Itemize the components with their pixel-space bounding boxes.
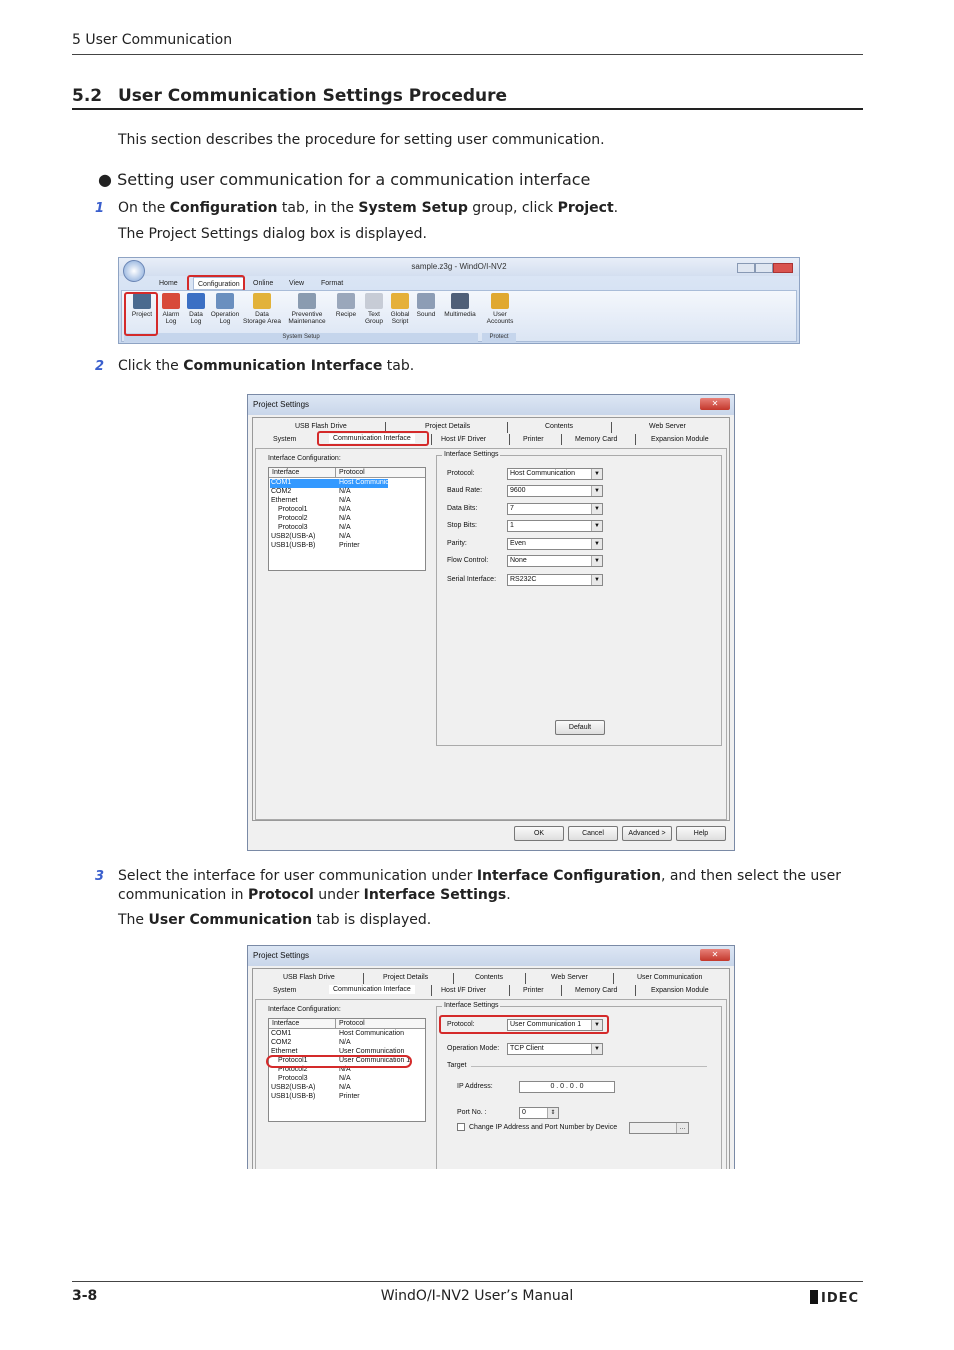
ribbon-tab-online[interactable]: Online [253, 280, 274, 287]
cancel-button[interactable]: Cancel [568, 826, 618, 841]
list-item-protocol: Host Communication [339, 1030, 404, 1037]
section-rule [72, 108, 863, 110]
dialog-1-body [252, 417, 730, 821]
col-interface-header[interactable]: Interface [272, 1020, 300, 1027]
list-item-protocol: N/A [339, 515, 351, 522]
manual-title: WindO/I-NV2 User’s Manual [380, 1288, 574, 1304]
tab-communication-interface[interactable]: Communication Interface [329, 985, 415, 994]
step-1-number: 1 [95, 201, 105, 216]
tab-separator [509, 985, 510, 996]
change-ip-checkbox[interactable] [457, 1123, 465, 1131]
section-title-text: User Communication Settings Procedure [118, 86, 508, 106]
target-divider [471, 1066, 707, 1067]
tab-separator [635, 434, 636, 445]
global-script-icon [391, 293, 409, 309]
list-item[interactable]: Protocol2 [278, 515, 308, 522]
tab-expansion-module[interactable]: Expansion Module [651, 987, 709, 994]
chevron-down-icon: ▼ [591, 486, 602, 496]
tab-host-if-driver[interactable]: Host I/F Driver [441, 436, 487, 443]
list-item[interactable]: COM1 [271, 1030, 292, 1037]
tab-separator [525, 973, 526, 984]
step-1-note: The Project Settings dialog box is displayed. [118, 226, 427, 242]
tab-expansion-module[interactable]: Expansion Module [651, 436, 709, 443]
tab-system[interactable]: System [273, 436, 297, 443]
list-item[interactable]: Protocol3 [278, 524, 308, 531]
highlight-protocol-field [439, 1015, 609, 1034]
port-no-label: Port No. : [457, 1109, 487, 1116]
target-label: Target [447, 1062, 467, 1069]
tab-system[interactable]: System [273, 987, 297, 994]
tab-separator [431, 985, 432, 996]
dialog-1-tab-page [255, 448, 727, 820]
maintenance-icon [298, 293, 316, 309]
list-item-protocol: N/A [339, 1066, 351, 1073]
tab-printer[interactable]: Printer [523, 987, 544, 994]
project-button[interactable]: Project [128, 293, 156, 318]
group-protect: Protect [482, 333, 516, 342]
list-item[interactable]: Ethernet [271, 1048, 298, 1055]
tab-separator [561, 985, 562, 996]
tab-separator [363, 973, 364, 984]
multimedia-button[interactable]: Multimedia [442, 293, 478, 318]
ribbon-screenshot [118, 257, 800, 344]
tab-memory-card[interactable]: Memory Card [575, 987, 618, 994]
step-3-note: The User Communication tab is displayed. [118, 912, 432, 928]
list-item[interactable]: Protocol1 [278, 506, 308, 513]
help-button[interactable]: Help [676, 826, 726, 841]
col-protocol-header[interactable]: Protocol [339, 469, 365, 476]
tab-project-details[interactable]: Project Details [425, 423, 471, 430]
tab-separator [613, 973, 614, 984]
tab-separator [635, 985, 636, 996]
chevron-down-icon: ▼ [591, 556, 602, 566]
browse-icon: … [676, 1123, 688, 1133]
chevron-down-icon: ▼ [591, 521, 602, 531]
alarm-log-button[interactable]: Alarm Log [158, 293, 184, 325]
text-group-icon [365, 293, 383, 309]
operation-mode-select[interactable]: TCP Client ▼ [507, 1043, 603, 1055]
chevron-down-icon: ▼ [591, 504, 602, 514]
data-bits-select[interactable]: 7 ▼ [507, 503, 603, 515]
data-log-button[interactable]: Data Log [184, 293, 208, 325]
list-item-protocol: Host Communication [339, 479, 404, 486]
baud-rate-select[interactable]: 9600 ▼ [507, 485, 603, 497]
list-item[interactable]: Ethernet [271, 497, 298, 504]
ribbon-tab-configuration[interactable]: Configuration [193, 277, 245, 290]
list-item-protocol: N/A [339, 506, 351, 513]
dialog-2-title: Project Settings [248, 946, 734, 966]
flow-control-select[interactable]: None ▼ [507, 555, 603, 567]
tab-usb-flash-drive[interactable]: USB Flash Drive [295, 423, 347, 430]
preventive-maintenance-button[interactable]: Preventive Maintenance [286, 293, 328, 325]
default-button[interactable]: Default [555, 720, 605, 735]
dialog-1-title: Project Settings [248, 395, 734, 415]
interface-settings-group [436, 451, 722, 746]
footer-rule [72, 1281, 863, 1282]
header-rule [72, 54, 863, 55]
app-menu-icon[interactable] [123, 260, 145, 282]
list-item-protocol: N/A [339, 533, 351, 540]
tab-user-communication[interactable]: User Communication [637, 974, 703, 981]
list-item-protocol: N/A [339, 497, 351, 504]
list-item[interactable]: Protocol3 [278, 1075, 308, 1082]
change-ip-label: Change IP Address and Port Number by Device [469, 1124, 618, 1131]
list-item-protocol: N/A [339, 1039, 351, 1046]
maximize-icon[interactable] [755, 263, 773, 273]
highlight-project-button [124, 292, 158, 336]
serial-interface-label: Serial Interface: [447, 576, 497, 583]
interface-list[interactable] [268, 467, 426, 571]
list-item[interactable]: USB2(USB-A) [271, 1084, 316, 1091]
dialog-1-close-button[interactable]: ✕ [700, 398, 730, 410]
tab-web-server[interactable]: Web Server [551, 974, 588, 981]
bullet-icon: ● [98, 170, 112, 189]
multimedia-icon [451, 293, 469, 309]
data-storage-icon [253, 293, 271, 309]
step-2-number: 2 [95, 359, 105, 374]
recipe-button[interactable]: Recipe [332, 293, 360, 318]
group-system-setup: System Setup [124, 333, 478, 342]
ip-address-input[interactable]: 0 . 0 . 0 . 0 [519, 1081, 615, 1093]
section-title [72, 86, 507, 106]
baud-rate-label: Baud Rate: [447, 487, 483, 494]
spin-arrows-icon: ⇕ [547, 1108, 558, 1118]
idec-logo: IDEC [810, 1290, 859, 1306]
parity-select[interactable]: Even ▼ [507, 538, 603, 550]
close-icon[interactable] [773, 263, 793, 273]
step-1-text: On the Configuration tab, in the System Setup group, click Project. [118, 200, 619, 216]
stop-bits-select[interactable]: 1 ▼ [507, 520, 603, 532]
flow-control-label: Flow Control: [447, 557, 489, 564]
data-log-icon [187, 293, 205, 309]
sound-button[interactable]: Sound [414, 293, 438, 318]
interface-settings-label: Interface Settings [444, 1002, 499, 1009]
chevron-down-icon: ▼ [591, 539, 602, 549]
bullet-heading-text: Setting user communication for a communication interface [117, 170, 591, 189]
list-item[interactable]: COM2 [271, 488, 292, 495]
operation-mode-label: Operation Mode: [447, 1045, 500, 1052]
tab-web-server[interactable]: Web Server [649, 423, 686, 430]
global-script-button[interactable]: Global Script [388, 293, 412, 325]
parity-label: Parity: [447, 540, 467, 547]
window-controls [737, 260, 797, 272]
dialog-2-tab-page [255, 999, 727, 1169]
project-settings-dialog-2 [247, 945, 735, 1169]
tab-separator [507, 422, 508, 433]
running-header: 5 User Communication [72, 32, 233, 48]
ip-address-label: IP Address: [457, 1083, 493, 1090]
tab-separator [453, 973, 454, 984]
tab-separator [431, 434, 432, 445]
list-item[interactable]: Protocol1 [278, 1057, 308, 1064]
step-3-text-line2: communication in Protocol under Interface Settings. [118, 887, 511, 903]
tab-contents[interactable]: Contents [545, 423, 574, 430]
list-item-protocol: User Communication [339, 1048, 405, 1055]
operation-log-icon [216, 293, 234, 309]
list-item[interactable]: COM2 [271, 1039, 292, 1046]
list-item[interactable]: Protocol2 [278, 1066, 308, 1073]
list-item-protocol: Printer [339, 1093, 360, 1100]
ribbon-tab-view[interactable]: View [289, 280, 305, 287]
col-interface-header[interactable]: Interface [272, 469, 300, 476]
text-group-button[interactable]: Text Group [362, 293, 386, 325]
protocol-select[interactable]: User Communication 1 ▼ [507, 1019, 603, 1031]
list-item-protocol: N/A [339, 1084, 351, 1091]
tab-separator [561, 434, 562, 445]
user-accounts-icon [491, 293, 509, 309]
tab-separator [611, 422, 612, 433]
chevron-down-icon: ▼ [591, 1044, 602, 1054]
user-accounts-button[interactable]: User Accounts [484, 293, 516, 325]
tab-communication-interface[interactable]: Communication Interface [329, 434, 415, 443]
protocol-select[interactable]: Host Communication ▼ [507, 468, 603, 480]
list-item[interactable]: USB2(USB-A) [271, 533, 316, 540]
protocol-label: Protocol: [447, 470, 475, 477]
interface-list[interactable] [268, 1018, 426, 1122]
list-item-protocol: N/A [339, 524, 351, 531]
data-storage-area-button[interactable]: Data Storage Area [242, 293, 282, 325]
tab-memory-card[interactable]: Memory Card [575, 436, 618, 443]
tab-host-if-driver[interactable]: Host I/F Driver [441, 987, 487, 994]
section-number: 5.2 [72, 86, 103, 106]
list-item-protocol: Printer [339, 542, 360, 549]
intro-paragraph: This section describes the procedure for setting user communication. [118, 132, 605, 148]
list-item[interactable]: COM1 [271, 479, 292, 486]
protocol-label: Protocol: [447, 1021, 475, 1028]
list-item-protocol: N/A [339, 488, 351, 495]
recipe-icon [337, 293, 355, 309]
dialog-2-close-button[interactable]: ✕ [700, 949, 730, 961]
interface-settings-label: Interface Settings [444, 451, 499, 458]
alarm-log-icon [162, 293, 180, 309]
sound-icon [417, 293, 435, 309]
project-settings-dialog-1 [247, 394, 735, 851]
tab-printer[interactable]: Printer [523, 436, 544, 443]
ribbon-window-title: sample.z3g - WindO/I-NV2 [119, 258, 799, 276]
serial-interface-select[interactable]: RS232C ▼ [507, 574, 603, 586]
step-2-text: Click the Communication Interface tab. [118, 358, 415, 374]
step-3-text-line1: Select the interface for user communication under Interface Configuration, and then select the user [118, 868, 841, 884]
interface-settings-group [436, 1002, 722, 1169]
tab-separator [509, 434, 510, 445]
advanced-button[interactable]: Advanced > [622, 826, 672, 841]
tab-usb-flash-drive[interactable]: USB Flash Drive [283, 974, 335, 981]
operation-log-button[interactable]: Operation Log [208, 293, 242, 325]
stop-bits-label: Stop Bits: [447, 522, 477, 529]
ribbon-body [121, 290, 797, 342]
list-item-protocol: N/A [339, 1075, 351, 1082]
bullet-heading [98, 170, 590, 189]
interface-configuration-label: Interface Configuration: [268, 1006, 341, 1013]
ok-button[interactable]: OK [514, 826, 564, 841]
chevron-down-icon: ▼ [591, 469, 602, 479]
tab-project-details[interactable]: Project Details [383, 974, 429, 981]
change-ip-device-input[interactable] [629, 1122, 689, 1134]
logo-mark-icon [810, 1290, 818, 1304]
step-3-number: 3 [95, 869, 105, 884]
list-item[interactable]: USB1(USB-B) [271, 1093, 316, 1100]
chevron-down-icon: ▼ [591, 575, 602, 585]
highlight-protocol1-row [266, 1055, 412, 1068]
col-protocol-header[interactable]: Protocol [339, 1020, 365, 1027]
ribbon-tab-home[interactable]: Home [159, 280, 178, 287]
tab-contents[interactable]: Contents [475, 974, 504, 981]
port-no-stepper[interactable]: 0 ⇕ [519, 1107, 559, 1119]
ribbon-tab-format[interactable]: Format [321, 280, 344, 287]
dialog-2-body [252, 968, 730, 1169]
list-item[interactable]: USB1(USB-B) [271, 542, 316, 549]
page-number: 3-8 [72, 1288, 98, 1304]
highlight-communication-interface-tab [317, 431, 429, 446]
interface-configuration-label: Interface Configuration: [268, 455, 341, 462]
chevron-down-icon: ▼ [591, 1020, 602, 1030]
minimize-icon[interactable] [737, 263, 755, 273]
data-bits-label: Data Bits: [447, 505, 478, 512]
list-item-protocol: User Communication 1 [339, 1057, 411, 1064]
